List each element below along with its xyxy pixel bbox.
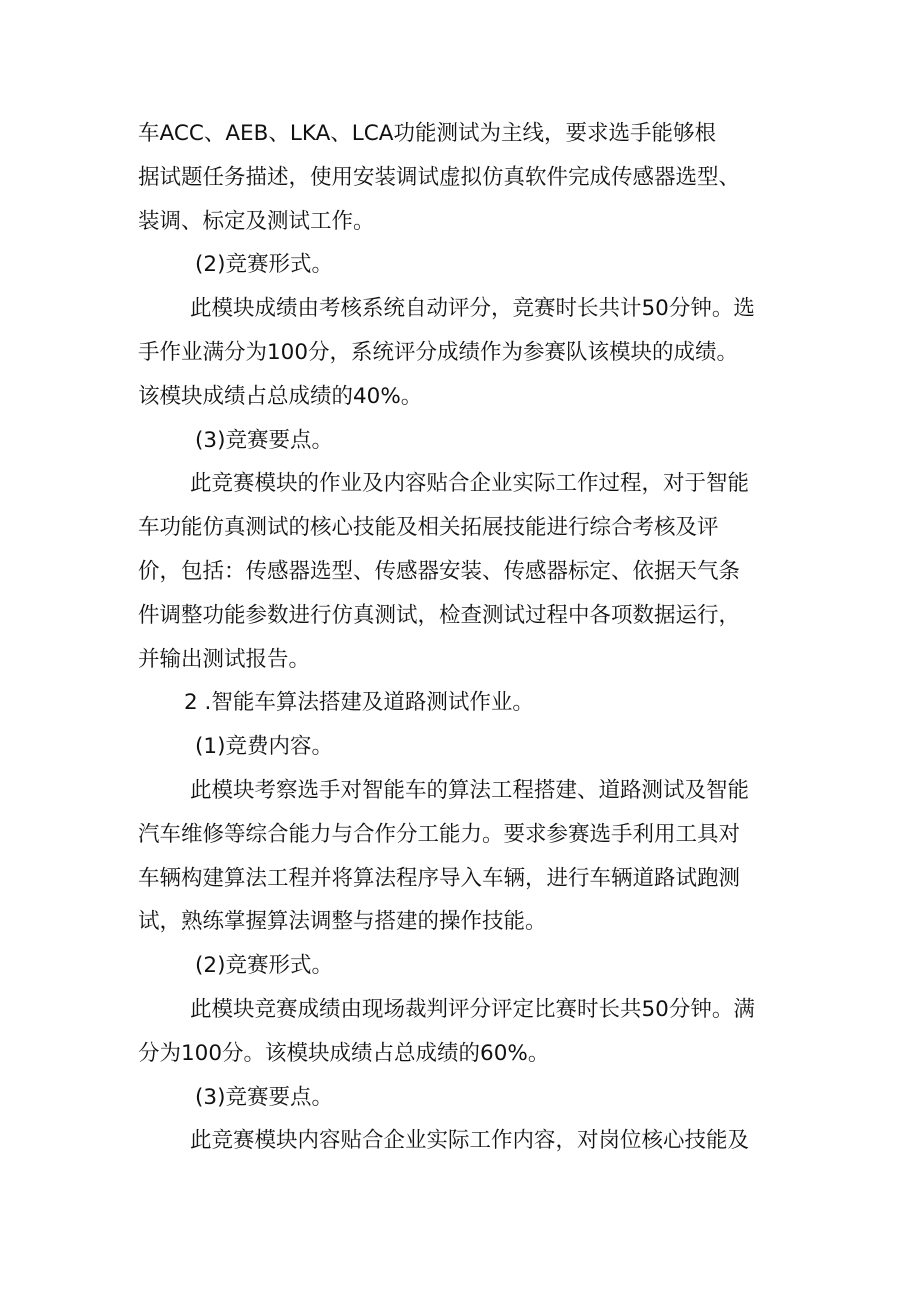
paragraph-line: 价，包括：传感器选型、传感器安装、传感器标定、依据天气条 <box>138 558 741 584</box>
section-heading: (3)竞赛要点。 <box>195 427 333 453</box>
paragraph-line: 车ACC、AEB、LKA、LCA功能测试为主线，要求选手能够根 <box>138 121 717 146</box>
paragraph-line: 件调整功能参数进行仿真测试，检查测试过程中各项数据运行， <box>138 602 741 628</box>
section-heading: (1)竞费内容。 <box>195 734 333 760</box>
paragraph-line: 汽车维修等综合能力与合作分工能力。要求参赛选手利用工具对 <box>138 821 741 847</box>
paragraph-line: 此模块考察选手对智能车的算法工程搭建、道路测试及智能 <box>190 777 750 803</box>
paragraph-line: 手作业满分为100分，系统评分成绩作为参赛队该模块的成绩。 <box>138 339 739 365</box>
paragraph-line: 该模块成绩占总成绩的40%。 <box>138 383 423 409</box>
paragraph-line: 装调、标定及测试工作。 <box>138 208 375 234</box>
body-text <box>138 112 788 1163</box>
paragraph-line: 此竞赛模块内容贴合企业实际工作内容，对岗位核心技能及 <box>190 1128 750 1154</box>
section-heading: 2 .智能车算法搭建及道路测试作业。 <box>184 690 534 716</box>
paragraph-line: 此竞赛模块的作业及内容贴合企业实际工作过程，对于智能 <box>190 471 750 497</box>
paragraph-line: 车辆构建算法工程并将算法程序导入车辆，进行车辆道路试跑测 <box>138 865 741 891</box>
section-heading: (2)竞赛形式。 <box>195 953 333 979</box>
paragraph-line: 据试题任务描述，使用安装调试虚拟仿真软件完成传感器选型、 <box>138 164 741 190</box>
paragraph-line: 此模块竞赛成绩由现场裁判评分评定比赛时长共50分钟。满 <box>190 996 755 1022</box>
paragraph-line: 此模块成绩由考核系统自动评分，竞赛时长共计50分钟。选 <box>190 296 755 322</box>
section-heading: (2)竞赛形式。 <box>195 252 333 278</box>
section-heading: (3)竞赛要点。 <box>195 1084 333 1110</box>
paragraph-line: 车功能仿真测试的核心技能及相关拓展技能进行综合考核及评 <box>138 515 719 541</box>
paragraph-line: 分为100分。该模块成绩占总成绩的60%。 <box>138 1040 550 1066</box>
paragraph-line: 试，熟练掌握算法调整与搭建的操作技能。 <box>138 909 547 935</box>
paragraph-line: 并输出测试报告。 <box>138 646 311 672</box>
